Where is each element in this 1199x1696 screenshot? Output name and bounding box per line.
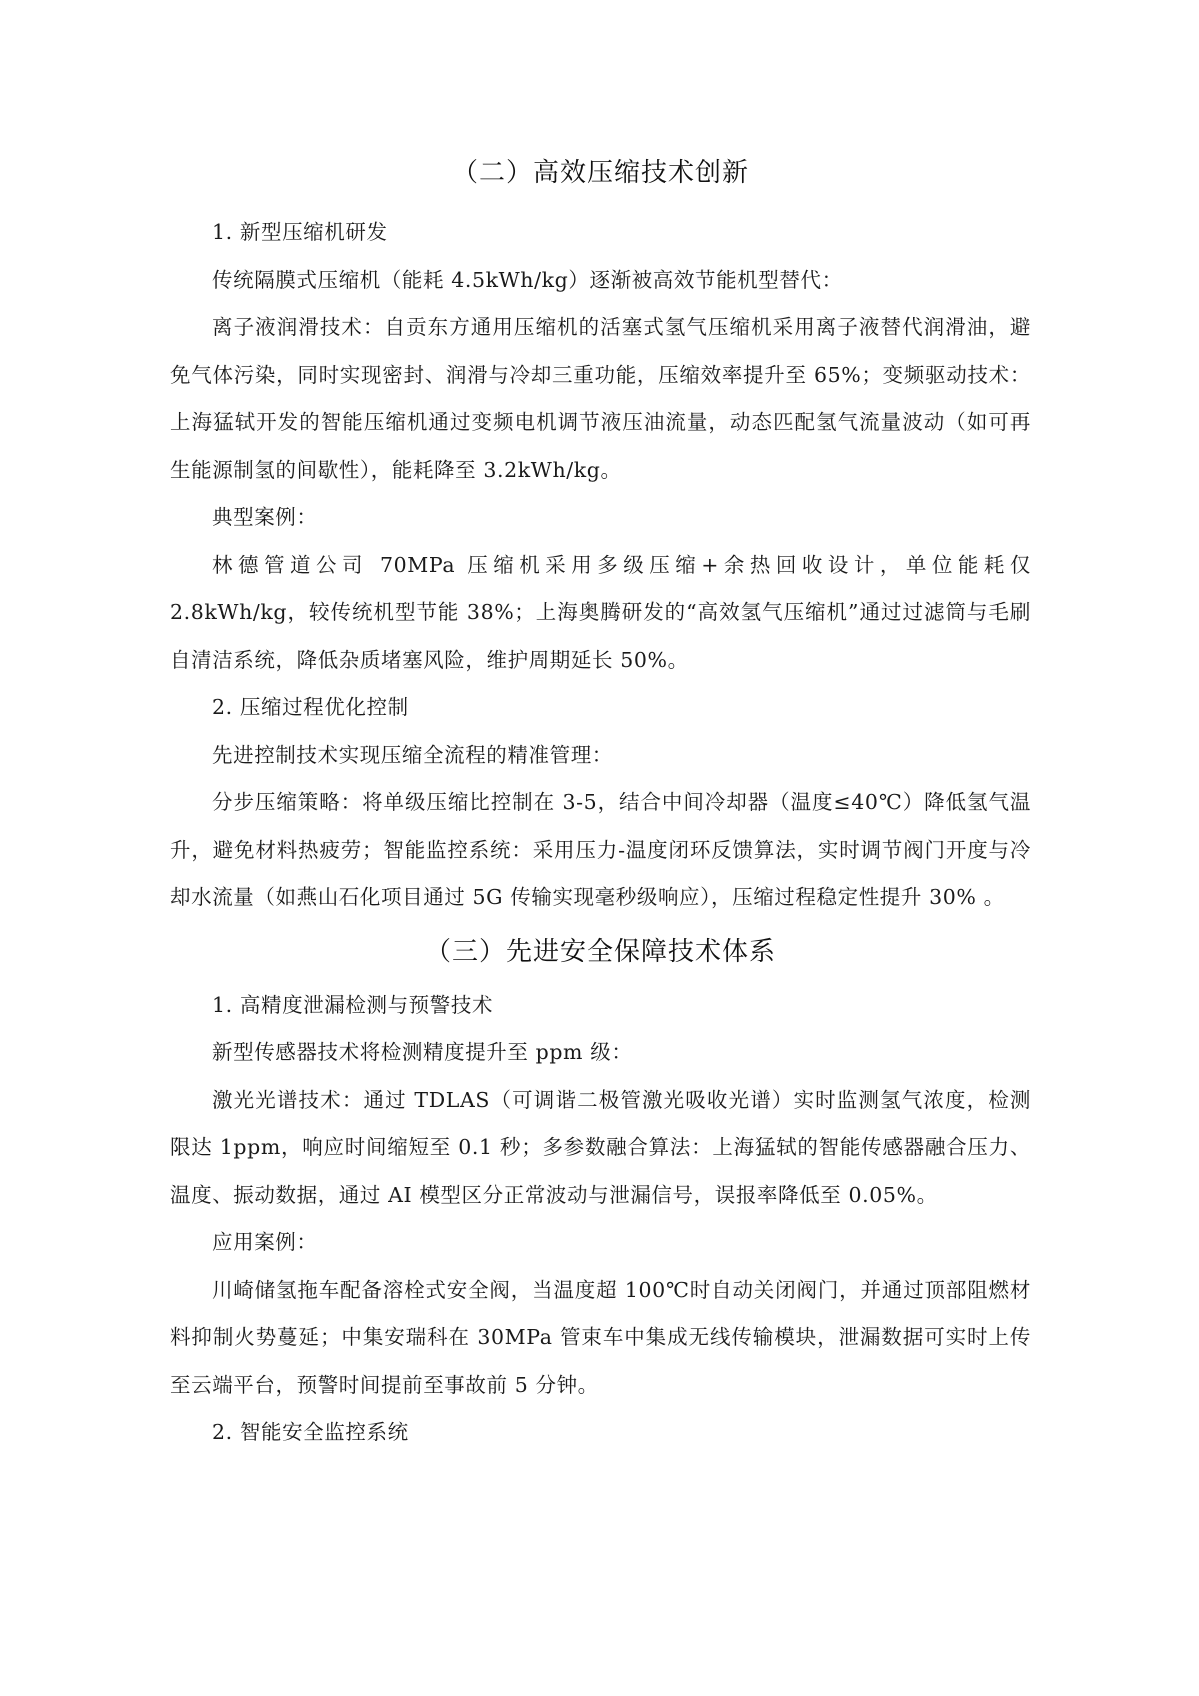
paragraph: 典型案例：: [212, 505, 318, 529]
section-safety-system: [170, 922, 1031, 1457]
paragraph: 激光光谱技术：通过 TDLAS（可调谐二极管激光吸收光谱）实时监测氢气浓度，检测限达 1ppm，响应时间缩短至 0.1 秒；多参数融合算法：上海猛轼的智能传感器融合压力、温度、振动数据，通过 AI 模型区分正常波动与泄漏信号，误报率降低至 0.05%。: [170, 1087, 1031, 1207]
paragraph: 林德管道公司 70MPa 压缩机采用多级压缩+余热回收设计，单位能耗仅 2.8kWh/kg，较传统机型节能 38%；上海奥腾研发的“高效氢气压缩机”通过过滤筒与毛刷自清洁系统，降低杂质堵塞风险，维护周期延长 50%。: [170, 552, 1031, 672]
subheading-smart-monitoring: 2. 智能安全监控系统: [212, 1420, 409, 1444]
section-heading: （三）先进安全保障技术体系: [424, 936, 776, 967]
section-compression-innovation: [170, 143, 1031, 922]
paragraph: 分步压缩策略：将单级压缩比控制在 3-5，结合中间冷却器（温度≤40℃）降低氢气温升，避免材料热疲劳；智能监控系统：采用压力-温度闭环反馈算法，实时调节阀门开度与冷却水流量（如燕山石化项目通过 5G 传输实现毫秒级响应），压缩过程稳定性提升 30% 。: [170, 790, 1031, 909]
paragraph: 应用案例：: [212, 1230, 318, 1254]
paragraph: 川崎储氢拖车配备溶栓式安全阀，当温度超 100℃时自动关闭阀门，并通过顶部阻燃材料抑制火势蔓延；中集安瑞科在 30MPa 管束车中集成无线传输模块，泄漏数据可实时上传至云端平台，预警时间提前至事故前 5 分钟。: [170, 1277, 1031, 1397]
paragraph: 新型传感器技术将检测精度提升至 ppm 级：: [212, 1040, 633, 1064]
paragraph: 离子液润滑技术：自贡东方通用压缩机的活塞式氢气压缩机采用离子液替代润滑油，避免气体污染，同时实现密封、润滑与冷却三重功能，压缩效率提升至 65%；变频驱动技术：上海猛轼开发的智能压缩机通过变频电机调节液压油流量，动态匹配氢气流量波动（如可再生能源制氢的间歇性），能耗降至 3.2kWh/kg。: [170, 315, 1031, 482]
subheading-new-compressor: 1. 新型压缩机研发: [212, 220, 388, 244]
paragraph: 传统隔膜式压缩机（能耗 4.5kWh/kg）逐渐被高效节能机型替代：: [212, 267, 843, 292]
subheading-leak-detection: 1. 高精度泄漏检测与预警技术: [212, 992, 494, 1017]
section-heading: （二）高效压缩技术创新: [451, 158, 749, 188]
paragraph: 先进控制技术实现压缩全流程的精准管理：: [212, 742, 613, 767]
subheading-process-control: 2. 压缩过程优化控制: [212, 695, 409, 719]
